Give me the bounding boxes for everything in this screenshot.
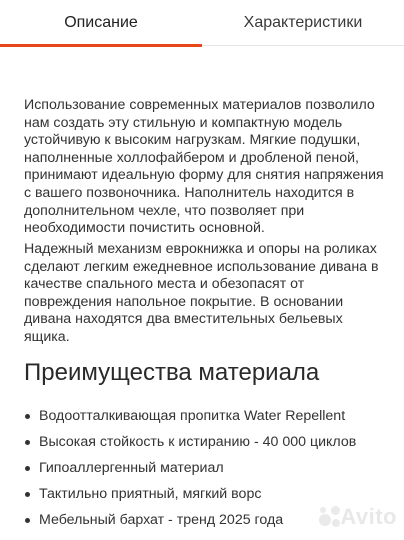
tab-description[interactable]: Описание	[0, 0, 202, 46]
list-item-text: Водоотталкивающая пропитка Water Repellent	[39, 408, 346, 424]
list-item	[0, 458, 404, 478]
avito-watermark-text: Avito	[340, 504, 397, 529]
list-item-text: Гипоаллергенный материал	[39, 460, 224, 476]
bullet-icon	[25, 440, 30, 445]
avito-logo-icon	[317, 504, 337, 530]
list-item	[0, 484, 404, 504]
list-item-text: Высокая стойкость к истиранию - 40 000 циклов	[39, 434, 357, 450]
tab-characteristics[interactable]: Характеристики	[243, 14, 363, 31]
list-item	[0, 406, 404, 426]
description-paragraph-2: Надежный механизм еврокнижка и опоры на роликах сделают легким ежедневное использование дивана в качестве спального места и обезопасят от повреждения напольное покрытие. В основании дивана находятся два вместительных бельевых ящика.	[24, 241, 379, 345]
bullet-icon	[25, 492, 30, 497]
description-paragraph-1: Использование современных материалов позволило нам создать эту стильную и компактную модель устойчивую к высоким нагрузкам. Мягкие подушки, наполненные холлофайбером и дробленой пеной, принимают идеальную форму для снятия напряжения с вашего позвоночника. Наполнитель находится в дополнительном чехле, что позволяет при необходимости почистить основной.	[24, 97, 384, 237]
bullet-icon	[25, 466, 30, 471]
bullet-icon	[25, 518, 30, 523]
list-item-text: Тактильно приятный, мягкий ворс	[39, 486, 262, 502]
avito-watermark	[317, 502, 397, 532]
tab-bar	[0, 0, 404, 46]
list-item	[0, 432, 404, 452]
bullet-icon	[25, 414, 30, 419]
list-item-text: Мебельный бархат - тренд 2025 года	[39, 512, 284, 528]
benefits-title: Преимущества материала	[24, 359, 320, 386]
